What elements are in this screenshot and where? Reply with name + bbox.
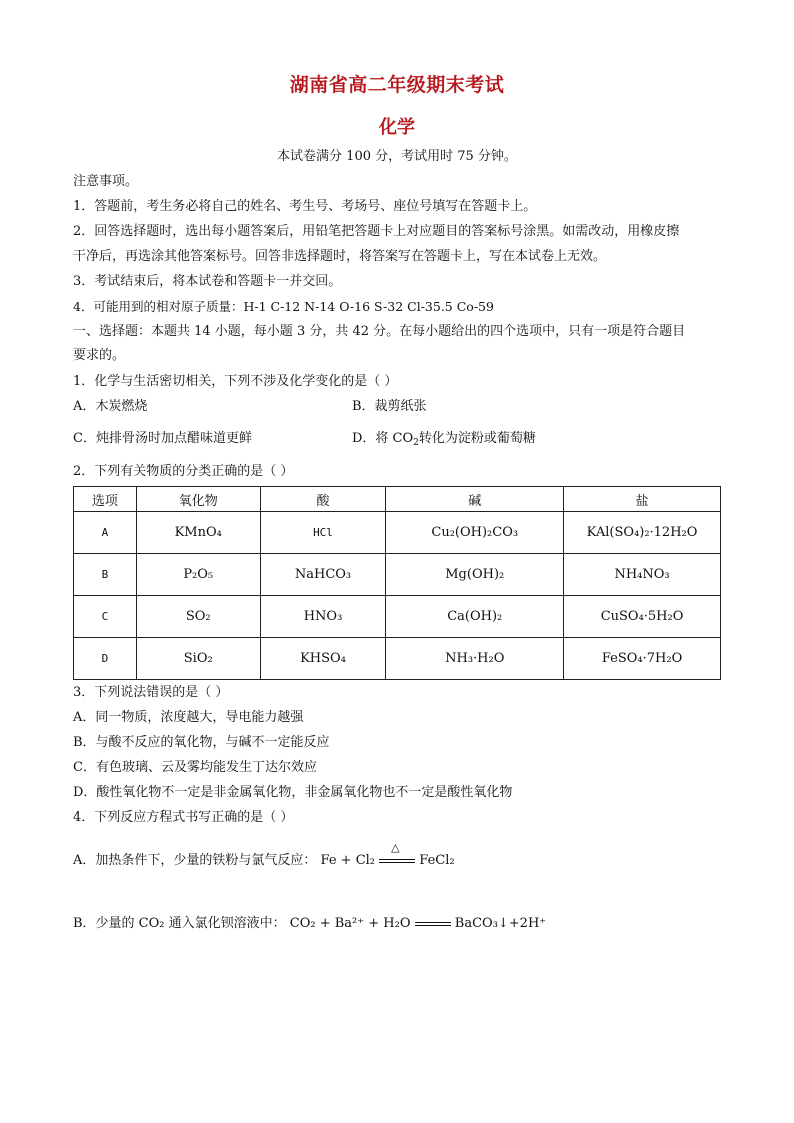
cell-salt: KAl(SO₄)₂·12H₂O	[564, 512, 721, 554]
cell-acid: HNO₃	[260, 596, 386, 638]
cell-base: Mg(OH)₂	[386, 554, 564, 596]
equals-sign	[379, 840, 415, 866]
q4-b-text: B．少量的 CO₂ 通入氯化钡溶液中：	[73, 916, 286, 931]
q3-option-c: C．有色玻璃、云及雾均能发生丁达尔效应	[73, 760, 317, 775]
table-row	[74, 554, 721, 596]
exam-title: 湖南省高二年级期末考试	[289, 74, 505, 96]
cell-acid: KHSO₄	[260, 638, 386, 680]
header-oxide: 氧化物	[136, 487, 260, 512]
header-salt: 盐	[564, 487, 721, 512]
q4-option-b	[73, 915, 546, 933]
classification-table	[73, 486, 721, 680]
note-3: 3．考试结束后，将本试卷和答题卡一并交回。	[73, 274, 342, 289]
section-intro-a: 一、选择题：本题共 14 小题，每小题 3 分，共 42 分。在每小题给出的四个选项中，只有一项是符合题目	[73, 324, 686, 339]
q3-option-d: D．酸性氧化物不一定是非金属氧化物，非金属氧化物也不一定是酸性氧化物	[73, 785, 513, 800]
q2-stem: 2．下列有关物质的分类正确的是（ ）	[73, 464, 294, 479]
header-acid: 酸	[260, 487, 386, 512]
cell-oxide: KMnO₄	[136, 512, 260, 554]
section-intro-b: 要求的。	[73, 348, 126, 363]
q3-stem: 3．下列说法错误的是（ ）	[73, 685, 229, 700]
cell-option: A	[74, 512, 137, 554]
cell-option: D	[74, 638, 137, 680]
q4-stem: 4．下列反应方程式书写正确的是（ ）	[73, 810, 294, 825]
cell-oxide: P₂O₅	[136, 554, 260, 596]
table-row	[74, 596, 721, 638]
q4-a-text: A．加热条件下，少量的铁粉与氯气反应：	[73, 853, 317, 868]
cell-base: NH₃·H₂O	[386, 638, 564, 680]
header-base: 碱	[386, 487, 564, 512]
q1-option-c: C．炖排骨汤时加点醋味道更鲜	[73, 431, 252, 446]
cell-oxide: SiO₂	[136, 638, 260, 680]
table-row	[74, 638, 721, 680]
notes-heading: 注意事项。	[73, 174, 139, 189]
q4-option-a	[73, 840, 455, 870]
q1-option-b: B．裁剪纸张	[352, 399, 427, 414]
cell-option: C	[74, 596, 137, 638]
table-header-row	[74, 487, 721, 512]
note-2a: 2．回答选择题时，选出每小题答案后，用铅笔把答题卡上对应题目的答案标号涂黑。如需改动，用橡皮擦	[73, 224, 680, 239]
q1-stem: 1．化学与生活密切相关，下列不涉及化学变化的是（ ）	[73, 374, 398, 389]
q3-option-a: A．同一物质，浓度越大，导电能力越强	[73, 710, 304, 725]
cell-salt: CuSO₄·5H₂O	[564, 596, 721, 638]
q4-b-equation-left: CO₂ + Ba²⁺ + H₂O	[289, 916, 411, 931]
cell-acid: NaHCO₃	[260, 554, 386, 596]
q4-a-equation-left: Fe + Cl₂	[320, 853, 376, 868]
q1-option-d: D．将 $CO_2$转化为淀粉或葡萄糖	[352, 431, 536, 448]
header-option: 选项	[74, 487, 137, 512]
note-2b: 干净后，再选涂其他答案标号。回答非选择题时，将答案写在答题卡上，写在本试卷上无效。	[73, 249, 607, 264]
cell-oxide: SO₂	[136, 596, 260, 638]
cell-salt: NH₄NO₃	[564, 554, 721, 596]
q1-option-a: A．木炭燃烧	[73, 399, 148, 414]
subject-title: 化学	[379, 117, 415, 138]
cell-base: Ca(OH)₂	[386, 596, 564, 638]
equals-sign	[415, 919, 451, 929]
q3-option-b: B．与酸不反应的氧化物，与碱不一定能反应	[73, 735, 330, 750]
note-1: 1．答题前，考生务必将自己的姓名、考生号、考场号、座位号填写在答题卡上。	[73, 199, 537, 214]
exam-info: 本试卷满分 100 分，考试用时 75 分钟。	[277, 149, 517, 164]
cell-base: Cu₂(OH)₂CO₃	[386, 512, 564, 554]
cell-acid: HCl	[260, 512, 386, 554]
cell-salt: FeSO₄·7H₂O	[564, 638, 721, 680]
heat-condition-icon: △	[391, 840, 400, 854]
q4-a-equation-right: FeCl₂	[419, 853, 455, 868]
note-4: 4．可能用到的相对原子质量：H-1 C-12 N-14 O-16 S-32 Cl-35.5 Co-59	[73, 299, 494, 314]
cell-option: B	[74, 554, 137, 596]
q4-b-equation-right: BaCO₃↓+2H⁺	[454, 916, 547, 931]
table-row	[74, 512, 721, 554]
